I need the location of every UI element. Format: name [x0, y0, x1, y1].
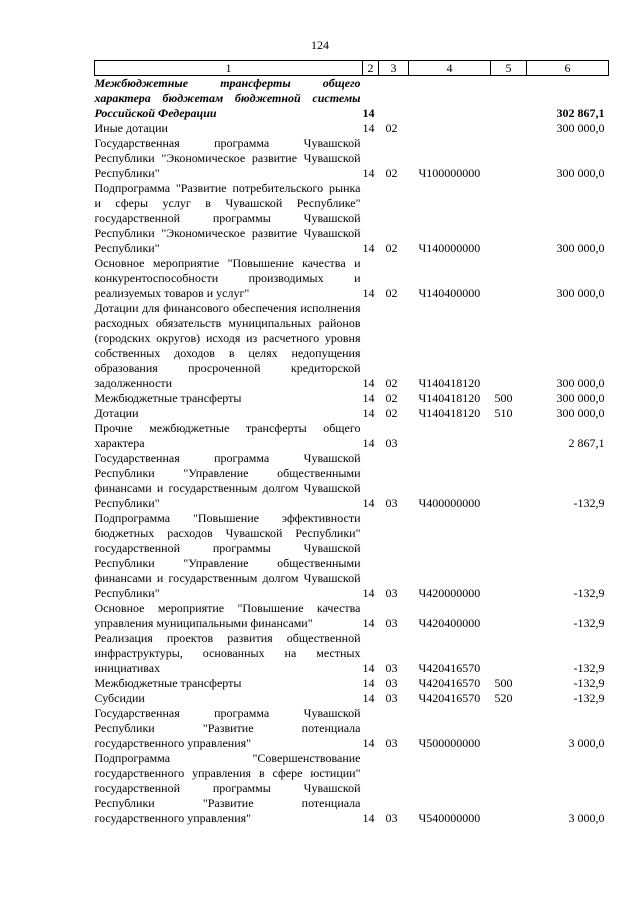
- subsection-code-cell: 02: [385, 391, 398, 405]
- subsection-code-cell: 02: [385, 286, 398, 300]
- target-article-cell: Ч540000000: [418, 811, 481, 825]
- subsection-code-cell: 03: [385, 691, 398, 705]
- target-article-cell: [409, 421, 491, 451]
- table-row: [95, 511, 609, 601]
- row-name-cell: Основное мероприятие "Повышение качества и конкурентоспособности производимых и реализуемых товаров и услуг": [94, 256, 361, 300]
- target-article-cell: Ч140000000: [418, 241, 481, 255]
- amount-cell: -132,9: [573, 586, 605, 600]
- column-header-5: 5: [491, 61, 527, 76]
- section-code-cell: 14: [362, 691, 375, 705]
- expense-type-cell: [491, 421, 527, 451]
- expense-type-cell: 500: [494, 676, 513, 690]
- table-header-row: [95, 61, 609, 76]
- section-code-cell: 14: [362, 406, 375, 420]
- table-row: [95, 631, 609, 676]
- table-body: [95, 76, 609, 827]
- row-name-cell: Подпрограмма "Совершенствование государственного управления в сфере юстиции" государственной программы Чувашской Республики "Развитие потенциала государственного управления": [94, 751, 361, 825]
- section-code-cell: 14: [362, 121, 375, 135]
- amount-cell: -132,9: [573, 676, 605, 690]
- row-name-cell: Субсидии: [94, 691, 145, 705]
- subsection-code-cell: 02: [385, 121, 398, 135]
- target-article-cell: [409, 76, 491, 122]
- row-name-cell: Дотации: [94, 406, 139, 420]
- amount-cell: 3 000,0: [568, 736, 605, 750]
- expense-type-cell: [491, 181, 527, 256]
- amount-cell: 300 000,0: [556, 391, 605, 405]
- expense-type-cell: [491, 631, 527, 676]
- target-article-cell: [409, 121, 491, 136]
- table-row: [95, 421, 609, 451]
- column-header-6: 6: [527, 61, 609, 76]
- section-code-cell: 14: [362, 166, 375, 180]
- expense-type-cell: [491, 256, 527, 301]
- subsection-code-cell: 03: [385, 496, 398, 510]
- column-header-1: 1: [95, 61, 363, 76]
- target-article-cell: Ч420000000: [418, 586, 481, 600]
- expense-type-cell: [491, 301, 527, 391]
- table-row: [95, 706, 609, 751]
- amount-cell: 3 000,0: [568, 811, 605, 825]
- table-row: [95, 121, 609, 136]
- table-row: [95, 256, 609, 301]
- amount-cell: -132,9: [573, 496, 605, 510]
- subsection-code-cell: 02: [385, 166, 398, 180]
- table-row: [95, 406, 609, 421]
- section-code-cell: 14: [362, 391, 375, 405]
- subsection-code-cell: 03: [385, 736, 398, 750]
- row-name-cell: Межбюджетные трансферты: [94, 391, 242, 405]
- target-article-cell: Ч400000000: [418, 496, 481, 510]
- column-header-3: 3: [379, 61, 409, 76]
- subsection-code-cell: 03: [385, 586, 398, 600]
- expense-type-cell: [491, 706, 527, 751]
- amount-cell: 300 000,0: [556, 121, 605, 135]
- expense-type-cell: [491, 76, 527, 122]
- table-row: [95, 301, 609, 391]
- target-article-cell: Ч420400000: [418, 616, 481, 630]
- subsection-code-cell: 02: [385, 376, 398, 390]
- row-name-cell: Межбюджетные трансферты: [94, 676, 242, 690]
- target-article-cell: Ч140418120: [418, 376, 481, 390]
- table-row: [95, 691, 609, 706]
- section-code-cell: 14: [362, 811, 375, 825]
- target-article-cell: Ч140400000: [418, 286, 481, 300]
- section-code-cell: 14: [362, 676, 375, 690]
- row-name-cell: Государственная программа Чувашской Республики "Управление общественными финансами и государственным долгом Чувашской Республики": [94, 451, 361, 510]
- target-article-cell: Ч140418120: [418, 391, 481, 405]
- amount-cell: 300 000,0: [556, 376, 605, 390]
- amount-cell: -132,9: [573, 661, 605, 675]
- expense-type-cell: [491, 136, 527, 181]
- subsection-code-cell: 03: [385, 616, 398, 630]
- section-code-cell: 14: [362, 376, 375, 390]
- amount-cell: 2 867,1: [568, 436, 605, 450]
- section-code-cell: 14: [362, 436, 375, 450]
- expense-type-cell: [491, 121, 527, 136]
- column-header-4: 4: [409, 61, 491, 76]
- table-row: [95, 676, 609, 691]
- table-row: [95, 136, 609, 181]
- row-name-cell: Иные дотации: [94, 121, 168, 135]
- amount-cell: 302 867,1: [556, 106, 605, 120]
- expense-type-cell: 520: [494, 691, 513, 705]
- amount-cell: 300 000,0: [556, 166, 605, 180]
- row-name-cell: Реализация проектов развития общественной инфраструктуры, основанных на местных инициативах: [94, 631, 361, 675]
- amount-cell: 300 000,0: [556, 286, 605, 300]
- subsection-code-cell: 03: [385, 676, 398, 690]
- amount-cell: -132,9: [573, 616, 605, 630]
- subsection-code-cell: 03: [385, 661, 398, 675]
- subsection-code-cell: 02: [385, 406, 398, 420]
- row-name-cell: Государственная программа Чувашской Республики "Развитие потенциала государственного управления": [94, 706, 361, 750]
- amount-cell: -132,9: [573, 691, 605, 705]
- page-number: 124: [311, 38, 329, 52]
- target-article-cell: Ч100000000: [418, 166, 481, 180]
- row-name-cell: Подпрограмма "Развитие потребительского рынка и сферы услуг в Чувашской Республике" государственной программы Чувашской Республики "Экономическое развитие Чувашской Республики": [94, 181, 361, 255]
- row-name-cell: Прочие межбюджетные трансферты общего характера: [94, 421, 361, 450]
- section-code-cell: 14: [362, 736, 375, 750]
- section-code-cell: 14: [362, 616, 375, 630]
- budget-table: [94, 60, 609, 826]
- expense-type-cell: [491, 751, 527, 826]
- table-row: [95, 601, 609, 631]
- target-article-cell: Ч420416570: [418, 661, 481, 675]
- table-row: [95, 451, 609, 511]
- row-name-cell: Межбюджетные трансферты общего характера бюджетам бюджетной системы Российской Федерации: [94, 76, 361, 120]
- table-row: [95, 391, 609, 406]
- expense-type-cell: [491, 451, 527, 511]
- section-code-cell: 14: [362, 496, 375, 510]
- expense-type-cell: [491, 511, 527, 601]
- subsection-code-cell: 03: [385, 811, 398, 825]
- subsection-code-cell: [379, 76, 409, 122]
- expense-type-cell: 500: [494, 391, 513, 405]
- section-code-cell: 14: [362, 286, 375, 300]
- target-article-cell: Ч140418120: [418, 406, 481, 420]
- row-name-cell: Государственная программа Чувашской Республики "Экономическое развитие Чувашской Республики": [94, 136, 361, 180]
- row-name-cell: Дотации для финансового обеспечения исполнения расходных обязательств муниципальных районов (городских округов) исходя из расчетного уровня собственных доходов в целях недопущения образования просроченной кредиторской задолженности: [94, 301, 361, 390]
- row-name-cell: Основное мероприятие "Повышение качества управления муниципальными финансами": [94, 601, 361, 630]
- expense-type-cell: 510: [494, 406, 513, 420]
- subsection-code-cell: 02: [385, 241, 398, 255]
- row-name-cell: Подпрограмма "Повышение эффективности бюджетных расходов Чувашской Республики" государственной программы Чувашской Республики "Управление общественными финансами и государственным долгом Чувашской Республики": [94, 511, 361, 600]
- table-row: [95, 76, 609, 122]
- table-row: [95, 751, 609, 826]
- amount-cell: 300 000,0: [556, 406, 605, 420]
- section-code-cell: 14: [362, 106, 375, 120]
- subsection-code-cell: 03: [385, 436, 398, 450]
- column-header-2: 2: [363, 61, 379, 76]
- section-code-cell: 14: [362, 586, 375, 600]
- target-article-cell: Ч420416570: [418, 691, 481, 705]
- expense-type-cell: [491, 601, 527, 631]
- target-article-cell: Ч420416570: [418, 676, 481, 690]
- table-row: [95, 181, 609, 256]
- section-code-cell: 14: [362, 241, 375, 255]
- target-article-cell: Ч500000000: [418, 736, 481, 750]
- amount-cell: 300 000,0: [556, 241, 605, 255]
- section-code-cell: 14: [362, 661, 375, 675]
